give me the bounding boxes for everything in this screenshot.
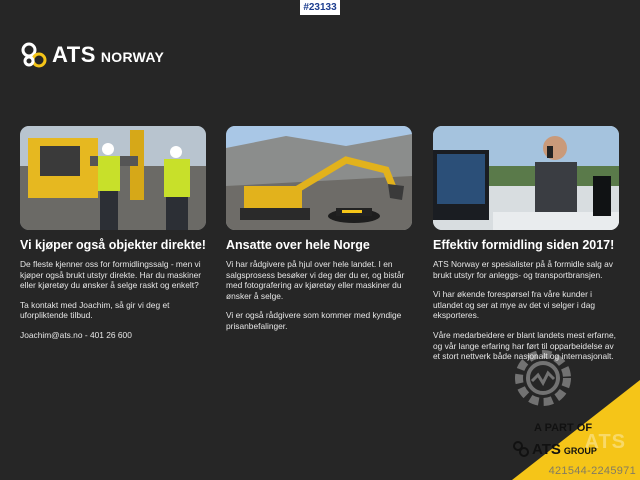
logo-brand-text: ATS (52, 42, 96, 67)
card-paragraph: Våre medarbeidere er blant landets mest erfarne, og vår lange erfaring har ført til opparbeidelse av et stort nettverk både nasjonalt og internasjonalt. (433, 329, 616, 362)
card-photo-excavator (226, 126, 412, 230)
card-nationwide-staff (226, 126, 412, 332)
logo-region-text: NORWAY (100, 49, 165, 65)
group-brand-text: ATS (532, 440, 561, 458)
contact-link[interactable]: Joachim@ats.no - 401 26 600 (20, 329, 132, 340)
watermark-id: 421544-2245971 (548, 465, 636, 477)
ats-norway-logo[interactable] (20, 40, 164, 70)
card-paragraph: Vi har rådgivere på hjul over hele landet. I en salgsprosess besøker vi deg der du er, og bistår med fotografering av kjøretøy eller maskiner du ønsker å selge. (226, 259, 405, 301)
ats-gear-logo-icon (20, 41, 48, 69)
card-title: Ansatte over hele Norge (226, 238, 370, 252)
card-buy-directly (20, 126, 206, 341)
card-paragraph: Vi har økende forespørsel fra våre kunder i utlandet og ser at mye av det vi selger i dag eksporteres. (433, 289, 596, 321)
card-paragraph: Vi er også rådgivere som kommer med kyndige prisanbefalinger. (226, 310, 402, 331)
part-of-label: A PART OF (534, 422, 593, 434)
listing-id-badge: #23133 (300, 0, 340, 15)
group-text: GROUP (563, 445, 597, 456)
card-title: Vi kjøper også objekter direkte! (20, 238, 206, 252)
card-paragraph: ATS Norway er spesialister på å formidle salg av brukt utstyr for anleggs- og transportbransjen. (433, 259, 613, 280)
card-paragraph: Ta kontakt med Joachim, så gir vi deg et uforpliktende tilbud. (20, 299, 170, 321)
card-efficient-brokerage (433, 126, 619, 362)
card-title: Effektiv formidling siden 2017! (433, 238, 615, 252)
card-paragraph: De fleste kjenner oss for formidlingssalg - men vi kjøper også brukt utstyr direkte. Har du maskiner eller kjøretøy du ønsker å selge raskt og enkelt? (20, 259, 202, 291)
card-photo-workers (20, 126, 206, 230)
card-photo-office (433, 126, 619, 230)
ats-group-logo-icon (512, 440, 530, 458)
watermark-brand: ATS (584, 431, 626, 453)
